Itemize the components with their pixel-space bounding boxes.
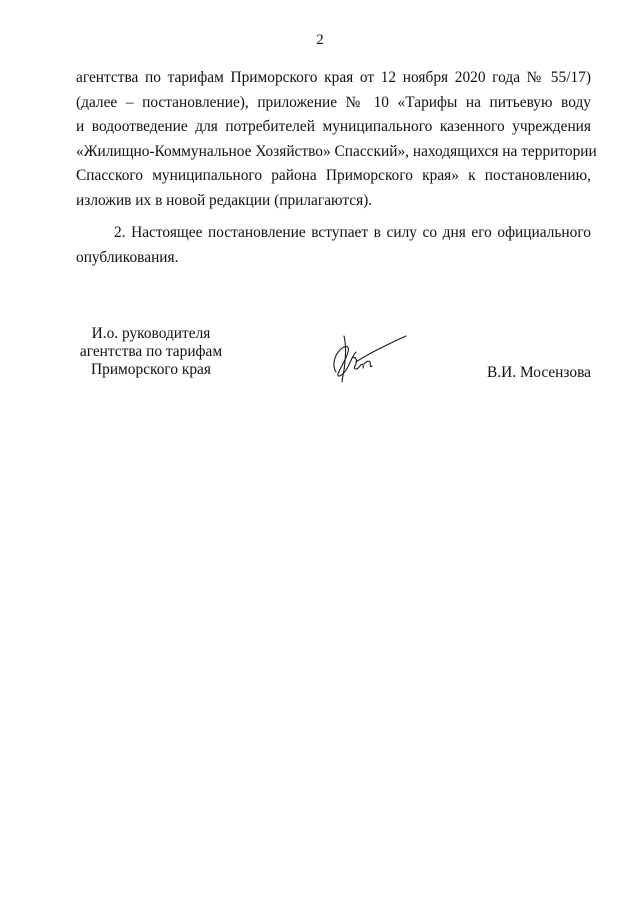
text-line: опубликования. xyxy=(76,248,179,266)
text-line: изложив их в новой редакции (прилагаются). xyxy=(76,191,373,209)
text-line: 2. Настоящее постановление вступает в силу со дня его официального xyxy=(114,224,591,241)
position-line: агентства по тарифам xyxy=(79,343,223,360)
position-line: И.о. руководителя xyxy=(91,325,211,342)
text-line: «Жилищно-Коммунальное Хозяйство» Спасский», находящихся на территории xyxy=(76,142,597,160)
page-number: 2 xyxy=(316,32,324,48)
text-line: и водоотведение для потребителей муниципального казенного учреждения xyxy=(76,118,591,136)
position-line: Приморского края xyxy=(91,361,211,378)
handwritten-signature xyxy=(322,326,412,386)
text-line: (далее – постановление), приложение № 10 «Тарифы на питьевую воду xyxy=(76,93,591,111)
signatory-name: В.И. Мосензова xyxy=(487,364,591,381)
signatory-position xyxy=(76,325,226,379)
paragraph-continuation xyxy=(76,66,597,214)
text-line: Спасского муниципального района Приморского края» к постановлению, xyxy=(76,167,591,185)
text-line: агентства по тарифам Приморского края от 12 ноября 2020 года № 55/17) xyxy=(76,69,591,86)
paragraph-item-2 xyxy=(76,221,591,270)
